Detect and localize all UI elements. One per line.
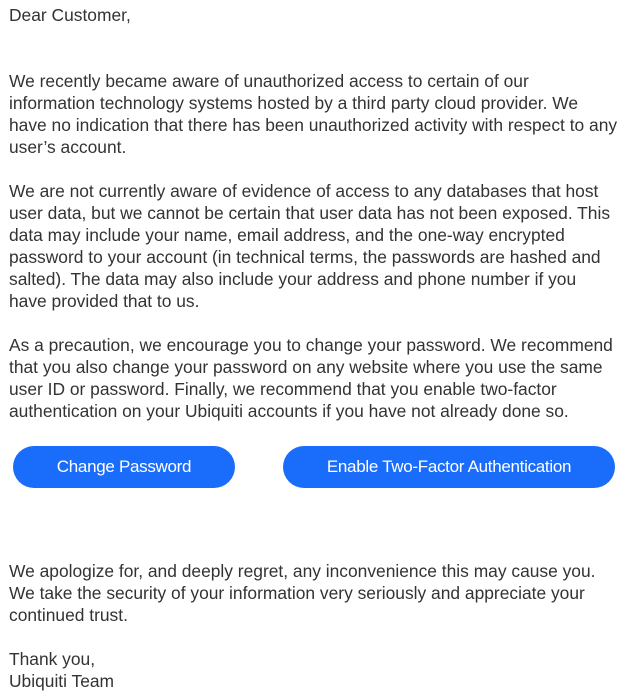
enable-two-factor-button[interactable]: Enable Two-Factor Authentication (283, 446, 615, 488)
text-line: have no indication that there has been unauthorized activity with respect to any (9, 115, 618, 135)
text-line: authentication on your Ubiquiti accounts if you have not already done so. (9, 401, 569, 421)
text-line: As a precaution, we encourage you to change your password. We recommend (9, 335, 613, 355)
text-line: We recently became aware of unauthorized access to certain of our (9, 71, 529, 91)
text-line: We apologize for, and deeply regret, any inconvenience this may cause you. (9, 561, 596, 581)
text-line: user ID or password. Finally, we recommend that you enable two-factor (9, 379, 557, 399)
text-line: password to your account (in technical terms, the passwords are hashed and (9, 247, 601, 267)
text-line: We are not currently aware of evidence of access to any databases that host (9, 181, 599, 201)
greeting: Dear Customer, (9, 5, 131, 25)
text-line: data may include your name, email address, and the one-way encrypted (9, 225, 565, 245)
text-line: continued trust. (9, 605, 128, 625)
signoff-line: Thank you, (9, 649, 96, 669)
text-line: user’s account. (9, 137, 127, 157)
text-line: have provided that to us. (9, 291, 200, 311)
text-line: salted). The data may also include your address and phone number if you (9, 269, 577, 289)
text-line: user data, but we cannot be certain that user data has not been exposed. This (9, 203, 611, 223)
text-line: We take the security of your information very seriously and appreciate your (9, 583, 585, 603)
text-line: that you also change your password on any website where you use the same (9, 357, 603, 377)
change-password-button[interactable]: Change Password (13, 446, 235, 488)
signature: Ubiquiti Team (9, 671, 115, 691)
text-line: information technology systems hosted by a third party cloud provider. We (9, 93, 579, 113)
